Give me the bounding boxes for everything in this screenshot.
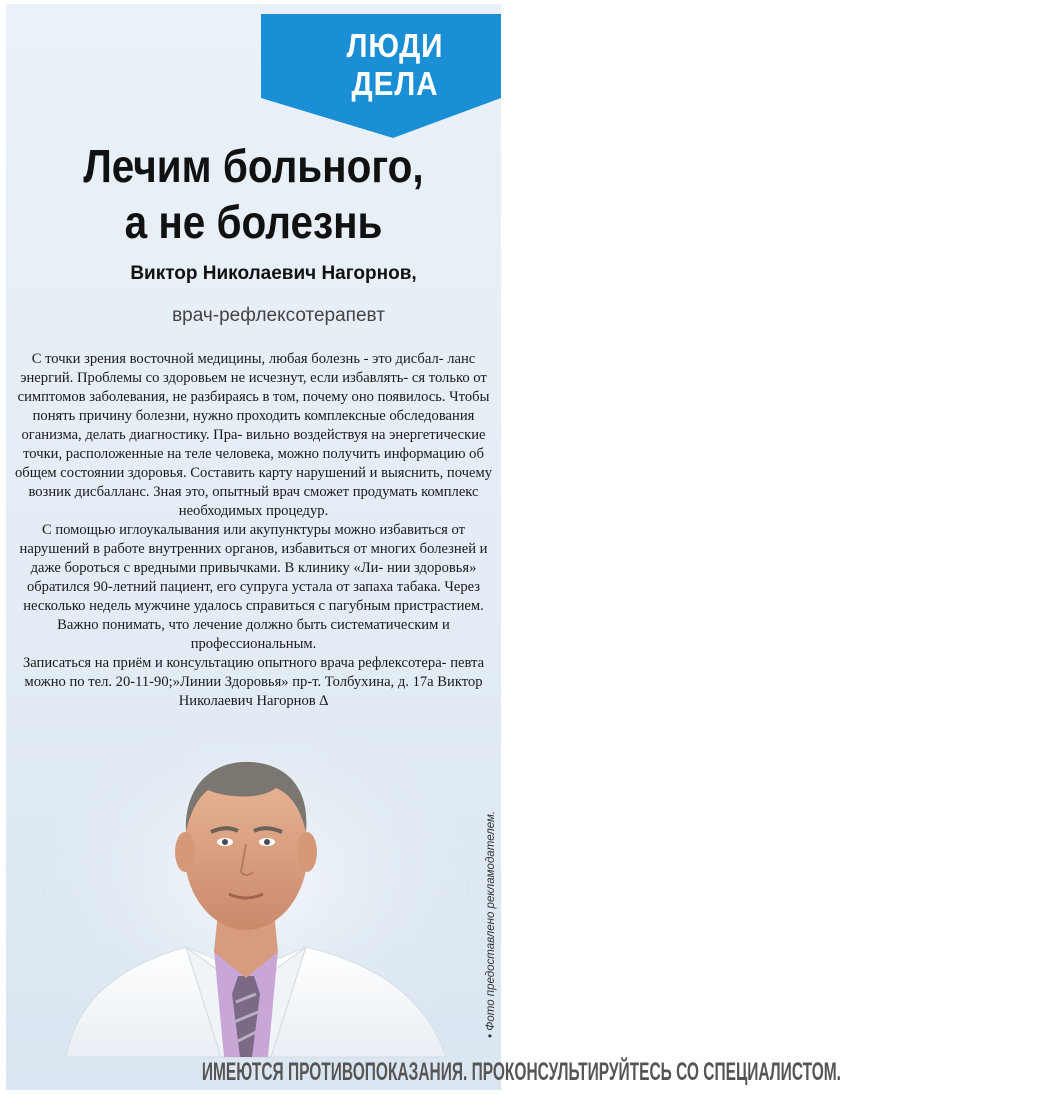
article-body bbox=[6, 350, 501, 711]
author-name: Виктор Николаевич Нагорнов, bbox=[130, 263, 417, 284]
rubric-line-2: ДЕЛА bbox=[351, 65, 439, 102]
title-line-1: Лечим больного, bbox=[83, 140, 424, 192]
medical-warning-text: ИМЕЮТСЯ ПРОТИВОПОКАЗАНИЯ. ПРОКОНСУЛЬТИРУЙТЕСЬ СО СПЕЦИАЛИСТОМ. bbox=[201, 1058, 841, 1086]
newspaper-page bbox=[6, 4, 841, 1090]
doctor-portrait-illustration bbox=[46, 732, 466, 1057]
rubric-banner bbox=[261, 14, 501, 138]
paragraph-3: Записаться на приём и консультацию опытного врача рефлексотера- певта можно по тел. 20-11-90;»Линии Здоровья» пр-т. Толбухина, д. 17а Виктор Николаевич Нагорнов ∆ bbox=[22, 655, 485, 709]
paragraph-2: С помощью иглоукалывания или акупунктуры можно избавиться от нарушений в работе внутренних органов, избавиться от многих болезней и даже бороться с вредными привычками. В клинику «Ли- нии здоровья» обратился 90-летний пациент, его супруга устала от запаха табака. Через несколько недель мужчине удалось справиться с пагубным пристрастием. Важно понимать, что лечение должно быть систематическим и профессиональным. bbox=[19, 522, 488, 652]
author-position: врач-рефлексотерапевт bbox=[172, 305, 385, 326]
paragraph-1: С точки зрения восточной медицины, любая болезнь - это дисбал- ланс энергий. Проблемы со здоровьем не исчезнут, если избавлять- ся только от симптомов заболевания, не разбираясь в том, почему оно появилось. Чтобы понять причину болезни, нужно проходить комплексные обследования оганизма, делать диагностику. Пра- вильно воздействуя на энергетические точки, расположенные на теле человека, можно получить информацию об общем состоянии здоровья. Составить карту нарушений и выяснить, почему возник дисбалланс. Зная это, опытный врач сможет продумать комплекс необходимых процедур. bbox=[14, 351, 493, 519]
rubric-line-1: ЛЮДИ bbox=[346, 27, 444, 64]
medical-warning bbox=[6, 1054, 841, 1090]
photo-credit: • Фото предоставлено рекламодателем. bbox=[485, 810, 497, 1038]
article-title bbox=[36, 138, 472, 250]
doctor-photo bbox=[46, 732, 466, 1057]
title-line-2: а не болезнь bbox=[124, 196, 383, 248]
